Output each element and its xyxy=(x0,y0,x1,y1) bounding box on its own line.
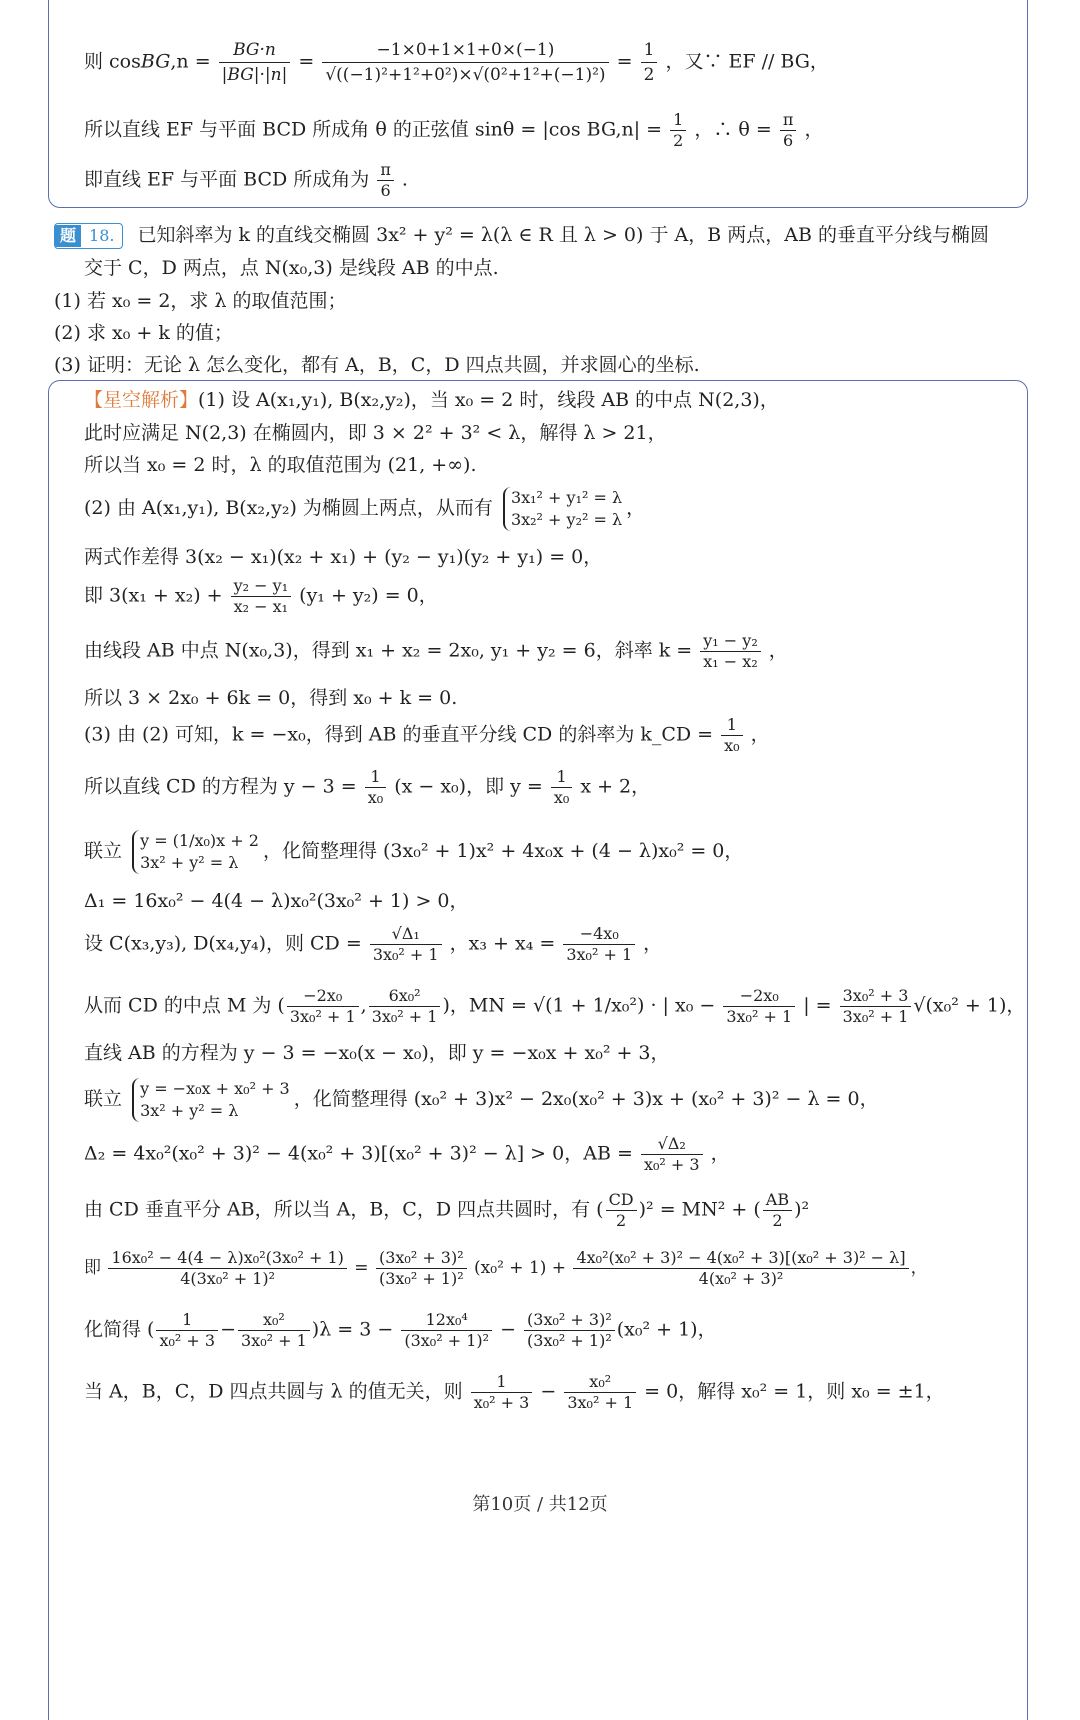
fraction: $\frac{\text{x₀²}}{\text{3x₀² + 1}}$ xyxy=(238,1310,310,1351)
sol-line-1: 【星空解析】(1) 设 A(x₁,y₁), B(x₂,y₂)，当 x₀ = 2 时，线段 AB 的中点 N(2,3)， xyxy=(84,389,779,411)
fraction: $\frac{\text{6x₀²}}{\text{3x₀² + 1}}$ xyxy=(369,986,441,1027)
sol-line-11: 联立 y = (1/x₀)x + 2 3x² + y² = λ ，化简整理得 (3x₀² + 1)x² + 4x₀x + (4 − λ)x₀² = 0， xyxy=(84,831,744,872)
equation-system: 3x₁² + y₁² = λ 3x₂² + y₂² = λ xyxy=(503,487,622,531)
text: 则 cos xyxy=(84,50,141,73)
text: = xyxy=(298,50,315,73)
fraction: $\frac{\pi}{6}$ xyxy=(377,160,394,201)
question-line-2 xyxy=(84,253,499,283)
prev-line-2 xyxy=(84,110,823,151)
sol-line-7: 由线段 AB 中点 N(x₀,3)，得到 x₁ + x₂ = 2x₀, y₁ + y₂ = 6，斜率 k = $\frac{\text{y₁ − y₂}}{\text{x₁ − x₂}}$ ， xyxy=(84,631,788,671)
fraction: $\frac{1}{\text{x₀}}$ xyxy=(551,767,572,808)
sol-line-13: 设 C(x₃,y₃), D(x₄,y₄)，则 CD = $\frac{\text{√Δ₁}}{\text{3x₀² + 1}}$ ，x₃ + x₄ = $\frac{\text{−4x₀}}{\text{3x₀² + 1}}$ ， xyxy=(84,924,663,964)
question-text: 已知斜率为 k 的直线交椭圆 3x² + y² = λ(λ ∈ R 且 λ > 0) 于 A，B 两点，AB 的垂直平分线与椭圆 xyxy=(137,224,989,246)
equation-system: y = (1/x₀)x + 2 3x² + y² = λ xyxy=(132,830,259,874)
fraction: $\frac{\text{(3x₀² + 3)²}}{\text{(3x₀² + 1)²}}$ xyxy=(524,1310,615,1351)
text: ,n = xyxy=(170,50,211,73)
sol-line-15: 直线 AB 的方程为 y − 3 = −x₀(x − x₀)，即 y = −x₀x + x₀² + 3， xyxy=(84,1042,670,1064)
fraction: $\frac{\text{y₂ − y₁}}{\text{x₂ − x₁}}$ xyxy=(231,576,291,617)
fraction: $\frac{\text{−2x₀}}{\text{3x₀² + 1}}$ xyxy=(723,986,795,1027)
sol-line-10: 所以直线 CD 的方程为 y − 3 = $\frac{1}{\text{x₀}}$ (x − x₀)，即 y = $\frac{1}{\text{x₀}}$ x + 2， xyxy=(84,767,651,807)
sol-line-9: (3) 由 (2) 可知，k = −x₀，得到 AB 的垂直平分线 CD 的斜率为 k_CD = $\frac{1}{\text{x₀}}$ ， xyxy=(84,715,770,755)
sol-line-18: 由 CD 垂直平分 AB，所以当 A，B，C，D 四点共圆时，有 ( $\frac{CD}{2}$ )² = MN² + ( $\frac{AB}{2}$ )² xyxy=(84,1190,810,1230)
question-text: 交于 C，D 两点，点 N(x₀,3) 是线段 AB 的中点. xyxy=(84,257,499,279)
sol-line-6: 即 3(x₁ + x₂) + $\frac{\text{y₂ − y₁}}{\text{x₂ − x₁}}$ (y₁ + y₂) = 0， xyxy=(84,576,438,616)
fraction: $\frac{\text{3x₀² + 3}}{\text{3x₀² + 1}}$ xyxy=(840,986,912,1027)
question-part-3: (3) 证明：无论 λ 怎么变化，都有 A，B，C，D 四点共圆，并求圆心的坐标. xyxy=(54,354,700,376)
text: = xyxy=(616,50,633,73)
sol-line-12: Δ₁ = 16x₀² − 4(4 − λ)x₀²(3x₀² + 1) > 0， xyxy=(84,890,469,912)
prev-line-1 xyxy=(84,38,829,87)
question-part-2: (2) 求 x₀ + k 的值； xyxy=(54,322,233,344)
sol-line-19: 即 $\frac{\text{16x₀² − 4(4 − λ)x₀²(3x₀² + 1)}}{\text{4(3x₀² + 1)²}}$ = $\frac{\text{(3x₀² + 3)²}}{\text{(3x₀² + 1)²}}$ (x₀² + 1) + $\frac{\text{4x₀²(x₀² + 3)² − 4(x₀² + 3)[(x₀² + 3)² − λ]}}{\text{4(x₀² + 3)²}}$ ， xyxy=(84,1248,928,1288)
solution-label: 【星空解析】 xyxy=(84,389,199,411)
fraction: $\frac{\text{√Δ₁}}{\text{3x₀² + 1}}$ xyxy=(370,924,442,965)
question-part-1: (1) 若 x₀ = 2，求 λ 的取值范围； xyxy=(54,290,347,312)
text: ，又∵ EF // BG， xyxy=(665,50,829,73)
sol-line-3: 所以当 x₀ = 2 时，λ 的取值范围为 (21, +∞). xyxy=(84,454,477,476)
fraction: $\frac{1}{2}$ xyxy=(670,110,686,151)
question-number-badge: 题 18. xyxy=(54,223,123,249)
vector-bg: BG xyxy=(140,50,171,73)
fraction: $\frac{\text{4x₀²(x₀² + 3)² − 4(x₀² + 3)[(x₀² + 3)² − λ]}}{\text{4(x₀² + 3)²}}$ xyxy=(573,1248,908,1289)
fraction: $\frac{1}{\text{x₀² + 3}}$ xyxy=(471,1372,533,1413)
text: ， xyxy=(804,118,824,141)
sol-line-17: Δ₂ = 4x₀²(x₀² + 3)² − 4(x₀² + 3)[(x₀² + 3)² − λ] > 0，AB = $\frac{\text{√Δ₂}}{\text{x₀² + 3}}$ ， xyxy=(84,1134,730,1174)
sol-line-5: 两式作差得 3(x₂ − x₁)(x₂ + x₁) + (y₂ − y₁)(y₂ + y₁) = 0， xyxy=(84,546,603,568)
fraction: $\frac{CD}{2}$ xyxy=(606,1190,637,1231)
question-line-1 xyxy=(54,220,989,250)
fraction: $\frac{\text{y₁ − y₂}}{\text{x₁ − x₂}}$ xyxy=(700,631,760,672)
fraction: $\frac{\text{12x₀⁴}}{\text{(3x₀² + 1)²}}$ xyxy=(401,1310,492,1351)
prev-line-3 xyxy=(84,160,408,201)
text: ，∴ θ = xyxy=(694,118,772,141)
equation-system: y = −x₀x + x₀² + 3 3x² + y² = λ xyxy=(132,1078,290,1122)
sol-line-2: 此时应满足 N(2,3) 在椭圆内，即 3 × 2² + 3² < λ，解得 λ > 21， xyxy=(84,422,667,444)
sol-line-20: 化简得 ( $\frac{1}{\text{x₀² + 3}}$ − $\frac{\text{x₀²}}{\text{3x₀² + 1}}$ )λ = 3 − $\frac{\text{12x₀⁴}}{\text{(3x₀² + 1)²}}$ − $\frac{\text{(3x₀² + 3)²}}{\text{(3x₀² + 1)²}}$ (x₀² + 1)， xyxy=(84,1310,717,1350)
sol-line-8: 所以 3 × 2x₀ + 6k = 0，得到 x₀ + k = 0. xyxy=(84,687,458,709)
fraction: $\frac{\pi}{6}$ xyxy=(780,110,797,151)
text: 所以直线 EF 与平面 BCD 所成角 θ 的正弦值 sinθ = |cos BG,n| = xyxy=(84,118,663,141)
fraction: $\frac{\text{−2x₀}}{\text{3x₀² + 1}}$ xyxy=(287,986,359,1027)
text: 即直线 EF 与平面 BCD 所成角为 xyxy=(84,168,370,191)
fraction: $\frac{1}{\text{x₀² + 3}}$ xyxy=(156,1310,218,1351)
text: . xyxy=(401,168,408,191)
fraction: $\frac{\text{−4x₀}}{\text{3x₀² + 1}}$ xyxy=(563,924,635,965)
fraction: $\frac{BG\cdot n}{|BG|\cdot|n|}$ xyxy=(219,38,291,87)
page-footer: 第10页 / 共12页 xyxy=(472,1494,608,1515)
fraction: $\frac{AB}{2}$ xyxy=(763,1190,792,1231)
fraction: $\frac{\text{16x₀² − 4(4 − λ)x₀²(3x₀² + 1)}}{\text{4(3x₀² + 1)²}}$ xyxy=(108,1248,346,1289)
fraction: $\frac{\text{(3x₀² + 3)²}}{\text{(3x₀² + 1)²}}$ xyxy=(376,1248,467,1289)
sol-line-4: (2) 由 A(x₁,y₁), B(x₂,y₂) 为椭圆上两点，从而有 3x₁² + y₁² = λ 3x₂² + y₂² = λ ， xyxy=(84,488,646,529)
sol-line-14: 从而 CD 的中点 M 为 ( $\frac{\text{−2x₀}}{\text{3x₀² + 1}}$ , $\frac{\text{6x₀²}}{\text{3x₀² + 1}}$ )，MN = √(1 + 1/x₀²) · | x₀ − $\frac{\text{−2x₀}}{\text{3x₀² + 1}}$ | = $\frac{\text{3x₀² + 3}}{\text{3x₀² + 1}}$ √(x₀² + 1)， xyxy=(84,986,1026,1026)
fraction: $\frac{1}{\text{x₀}}$ xyxy=(721,715,742,756)
fraction: $\frac{\text{√Δ₂}}{\text{x₀² + 3}}$ xyxy=(641,1134,703,1175)
fraction: $\frac{1}{2}$ xyxy=(641,38,658,87)
sol-line-16: 联立 y = −x₀x + x₀² + 3 3x² + y² = λ ，化简整理得 (x₀² + 3)x² − 2x₀(x₀² + 3)x + (x₀² + 3)² − λ = 0， xyxy=(84,1079,879,1120)
fraction: $\frac{1}{\text{x₀}}$ xyxy=(365,767,386,808)
fraction: $\frac{\text{x₀²}}{\text{3x₀² + 1}}$ xyxy=(564,1372,636,1413)
fraction: $\frac{-1\times 0+1\times 1+0\times(-1)}{\text{√((−1)²+1²+0²)×√(0²+1²+(−1)²)}}$ xyxy=(322,38,608,87)
sol-line-21: 当 A，B，C，D 四点共圆与 λ 的值无关，则 $\frac{1}{\text{x₀² + 3}}$ − $\frac{\text{x₀²}}{\text{3x₀² + 1}}$ = 0，解得 x₀² = 1，则 x₀ = ±1， xyxy=(84,1372,945,1412)
